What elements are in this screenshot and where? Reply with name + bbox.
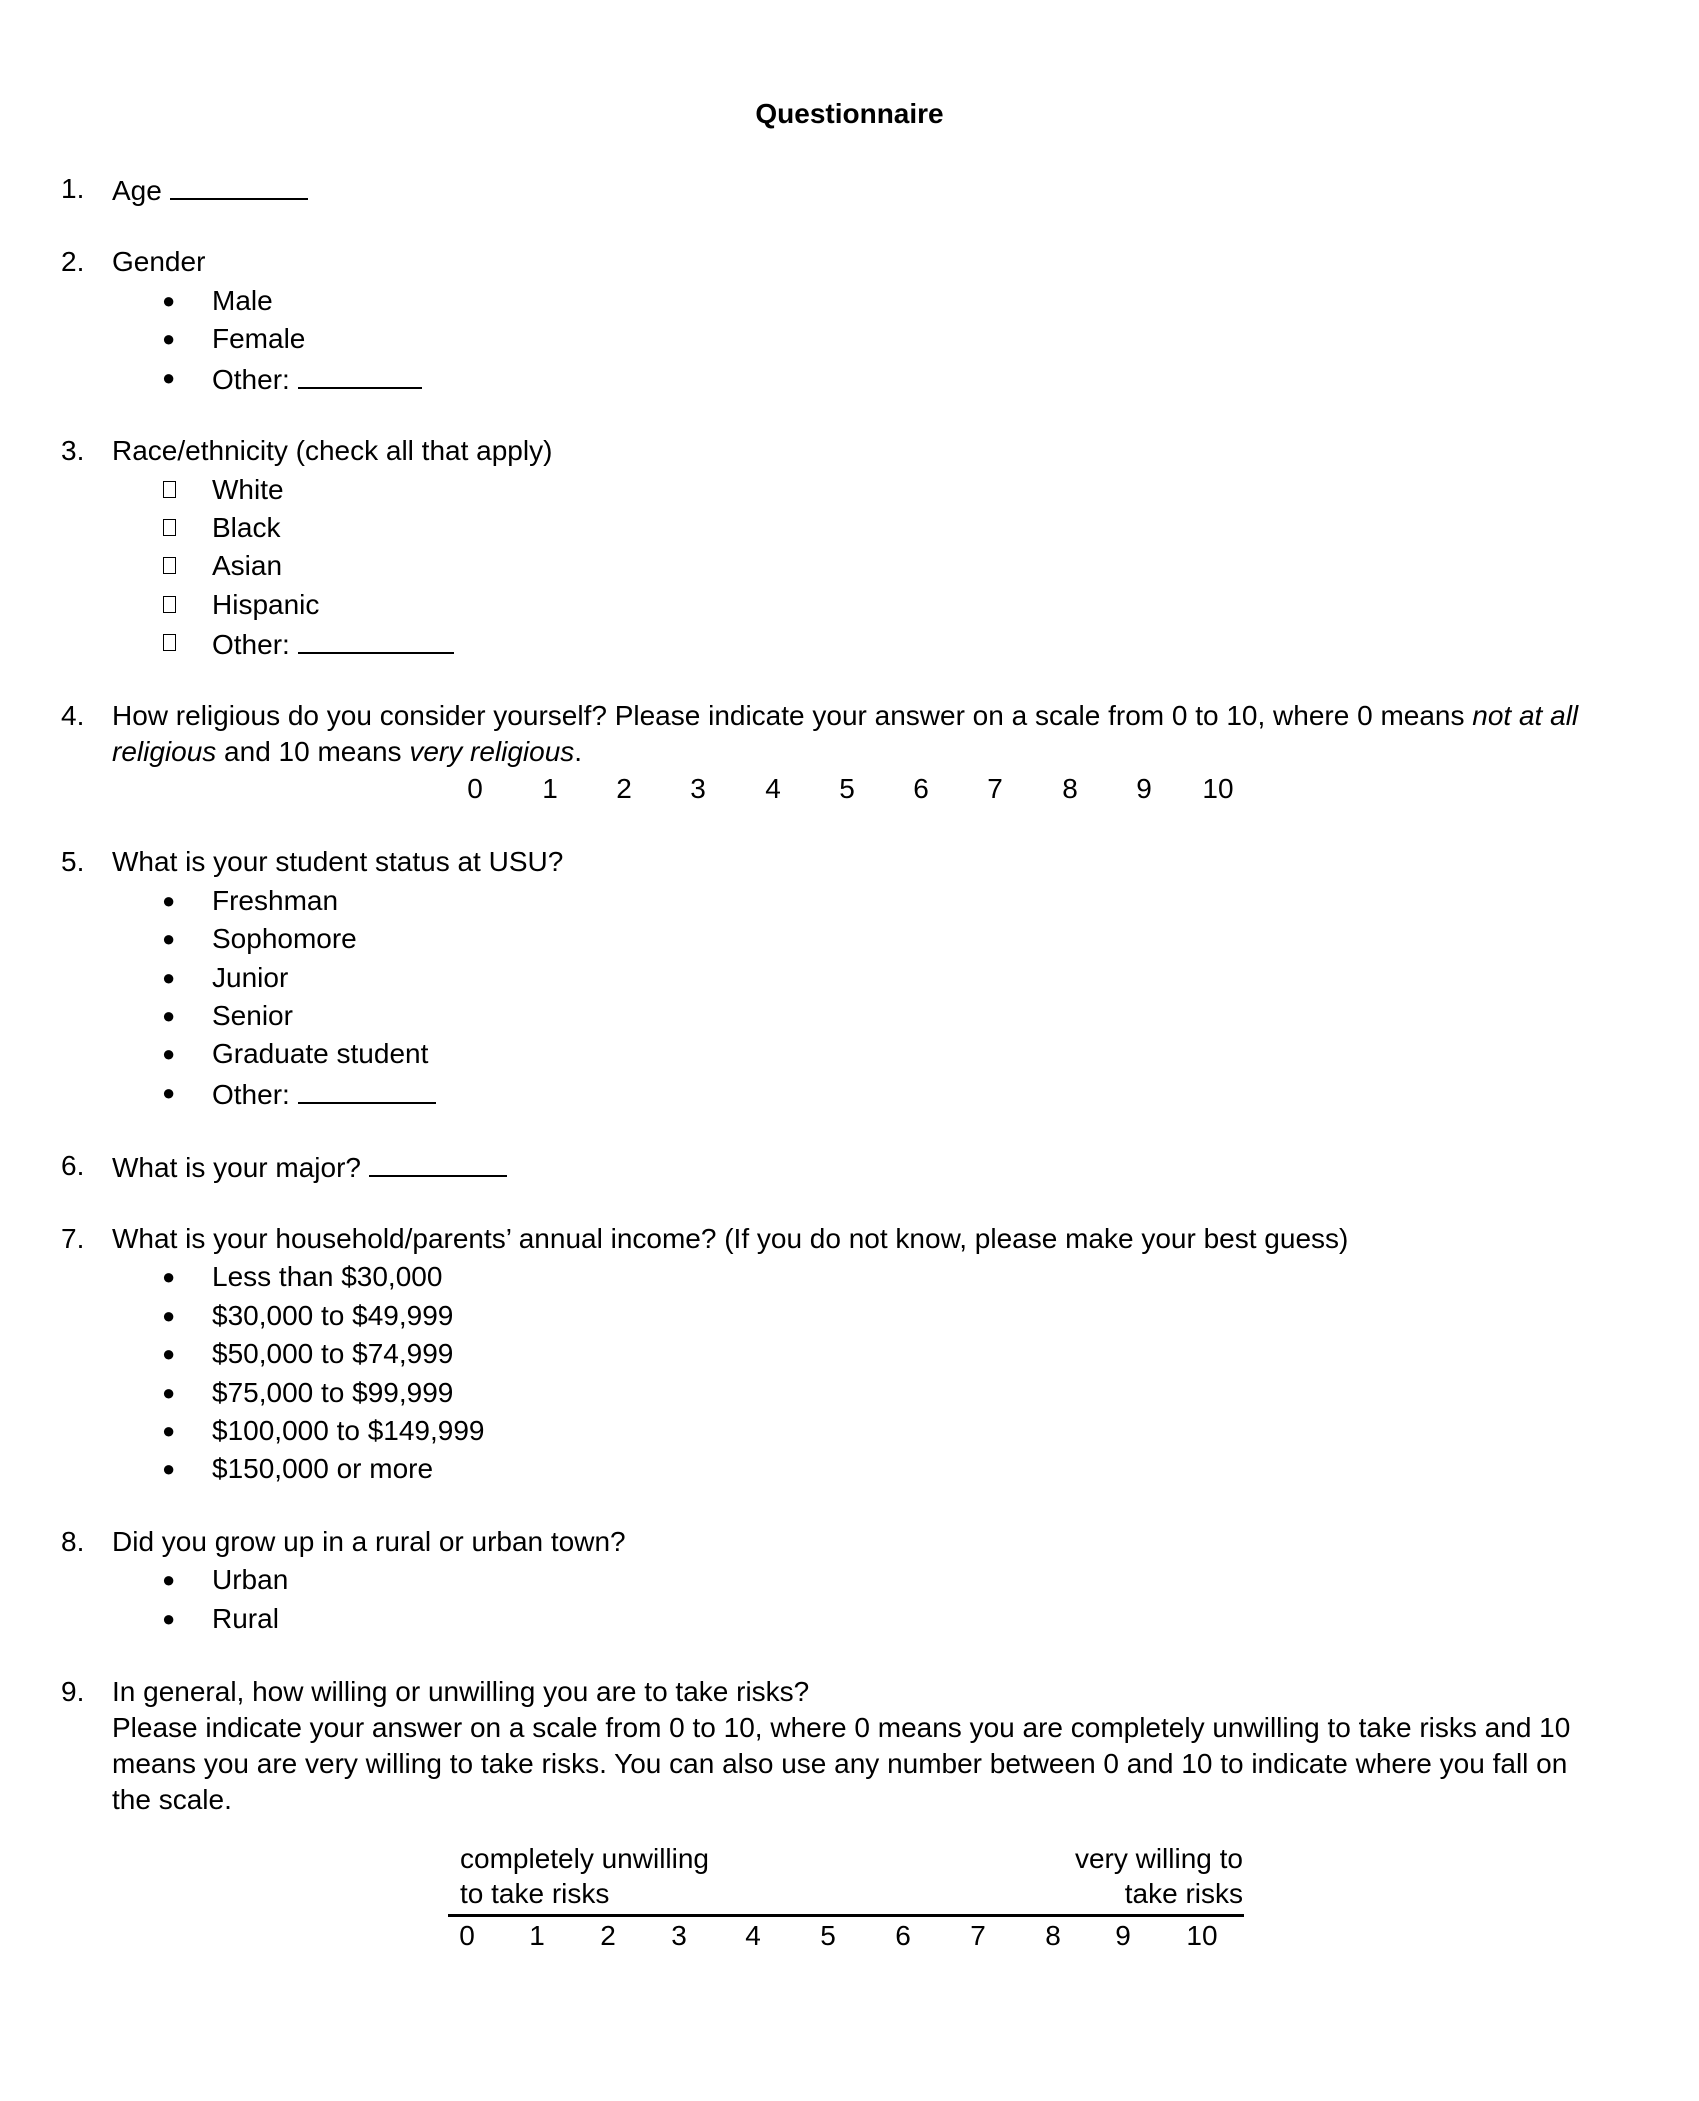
bullet-icon: ● (162, 1380, 176, 1405)
option-label: Hispanic (212, 589, 320, 620)
bullet-icon: ● (162, 1341, 176, 1366)
option-label: Graduate student (212, 1038, 429, 1069)
scale-option[interactable]: 5 (820, 1920, 836, 1951)
question-number: 6. (61, 1150, 85, 1181)
bullet-icon: ● (162, 888, 176, 913)
scale-option[interactable]: 2 (616, 773, 632, 804)
status-other-blank[interactable] (298, 1076, 436, 1104)
scale-option[interactable]: 8 (1045, 1920, 1061, 1951)
question-number: 5. (61, 846, 85, 877)
scale-option[interactable]: 4 (765, 773, 781, 804)
bullet-icon: ● (162, 926, 176, 951)
race-other-blank[interactable] (298, 626, 454, 654)
scale-left-label-1: completely unwilling (460, 1843, 710, 1874)
question-text: and 10 means (216, 736, 410, 767)
option-label: $75,000 to $99,999 (212, 1377, 454, 1408)
question-text: Gender (112, 246, 206, 277)
question-text: Race/ethnicity (check all that apply) (112, 435, 553, 466)
option-label: Senior (212, 1000, 293, 1031)
question-number: 8. (61, 1526, 85, 1557)
question-number: 7. (61, 1223, 85, 1254)
bullet-icon: ● (162, 1041, 176, 1066)
scale-rule (448, 1914, 1244, 1917)
bullet-icon: ● (162, 965, 176, 990)
bullet-icon: ● (162, 1456, 176, 1481)
question-text: Please indicate your answer on a scale from 0 to 10, where 0 means you are completely unwilling to take risks and 10 (112, 1712, 1571, 1743)
option-label: $30,000 to $49,999 (212, 1300, 454, 1331)
scale-option[interactable]: 3 (671, 1920, 687, 1951)
question-text-emphasis: not at all (1472, 700, 1579, 731)
option-label: Freshman (212, 885, 339, 916)
major-answer-blank[interactable] (369, 1149, 507, 1177)
scale-option[interactable]: 9 (1115, 1920, 1131, 1951)
question-text: the scale. (112, 1784, 232, 1815)
scale-option[interactable]: 6 (895, 1920, 911, 1951)
scale-option[interactable]: 5 (839, 773, 855, 804)
bullet-icon: ● (162, 1003, 176, 1028)
question-text: How religious do you consider yourself? Please indicate your answer on a scale from 0 to 10, where 0 means (112, 700, 1473, 731)
question-text: What is your household/parents’ annual income? (If you do not know, please make your best guess) (112, 1223, 1349, 1254)
option-label: Sophomore (212, 923, 357, 954)
question-text-emphasis: religious (112, 736, 217, 767)
scale-right-label-1: very willing to (1074, 1843, 1243, 1874)
gender-other-blank[interactable] (298, 361, 422, 389)
age-answer-blank[interactable] (170, 172, 308, 200)
question-text: . (574, 736, 583, 767)
bullet-icon: ● (162, 288, 176, 313)
bullet-icon: ● (162, 326, 176, 351)
question-number: 4. (61, 700, 85, 731)
scale-option[interactable]: 6 (913, 773, 929, 804)
scale-right-label-2: take risks (1124, 1878, 1243, 1909)
bullet-icon: ● (162, 1418, 176, 1443)
scale-option[interactable]: 3 (690, 773, 706, 804)
option-label: White (212, 474, 284, 505)
checkbox-icon[interactable] (163, 634, 176, 651)
scale-option[interactable]: 10 (1202, 773, 1234, 804)
question-text: Age (112, 175, 162, 206)
scale-option[interactable]: 1 (542, 773, 558, 804)
page-title: Questionnaire (755, 98, 944, 129)
question-text: Did you grow up in a rural or urban town? (112, 1526, 626, 1557)
question-text: What is your student status at USU? (112, 846, 564, 877)
option-label: Urban (212, 1564, 289, 1595)
bullet-icon: ● (162, 1606, 176, 1631)
scale-option[interactable]: 2 (600, 1920, 616, 1951)
checkbox-icon[interactable] (163, 481, 176, 498)
option-label: Male (212, 285, 273, 316)
question-number: 9. (61, 1676, 85, 1707)
scale-option[interactable]: 8 (1062, 773, 1078, 804)
bullet-icon: ● (162, 365, 176, 390)
option-label: Asian (212, 550, 283, 581)
question-number: 2. (61, 246, 85, 277)
scale-option[interactable]: 7 (987, 773, 1003, 804)
question-number: 1. (61, 173, 85, 204)
option-label: $150,000 or more (212, 1453, 434, 1484)
option-label: Other: (212, 1079, 290, 1110)
question-text-emphasis: very religious (409, 736, 575, 767)
bullet-icon: ● (162, 1264, 176, 1289)
option-label: Rural (212, 1603, 279, 1634)
option-label: Other: (212, 629, 290, 660)
scale-option[interactable]: 0 (467, 773, 483, 804)
scale-option[interactable]: 1 (529, 1920, 545, 1951)
checkbox-icon[interactable] (163, 557, 176, 574)
checkbox-icon[interactable] (163, 519, 176, 536)
bullet-icon: ● (162, 1080, 176, 1105)
question-text: In general, how willing or unwilling you are to take risks? (112, 1676, 810, 1707)
scale-option[interactable]: 0 (459, 1920, 475, 1951)
option-label: $50,000 to $74,999 (212, 1338, 454, 1369)
question-text: means you are very willing to take risks. You can also use any number between 0 and 10 to indicate where you fall on (112, 1748, 1568, 1779)
scale-option[interactable]: 10 (1186, 1920, 1218, 1951)
scale-left-label-2: to take risks (460, 1878, 610, 1909)
option-label: Less than $30,000 (212, 1261, 443, 1292)
checkbox-icon[interactable] (163, 596, 176, 613)
option-label: Junior (212, 962, 289, 993)
question-number: 3. (61, 435, 85, 466)
scale-option[interactable]: 7 (970, 1920, 986, 1951)
question-text: What is your major? (112, 1152, 361, 1183)
bullet-icon: ● (162, 1303, 176, 1328)
option-label: Female (212, 323, 306, 354)
option-label: Other: (212, 364, 290, 395)
scale-option[interactable]: 9 (1136, 773, 1152, 804)
scale-option[interactable]: 4 (745, 1920, 761, 1951)
option-label: Black (212, 512, 281, 543)
bullet-icon: ● (162, 1567, 176, 1592)
option-label: $100,000 to $149,999 (212, 1415, 485, 1446)
